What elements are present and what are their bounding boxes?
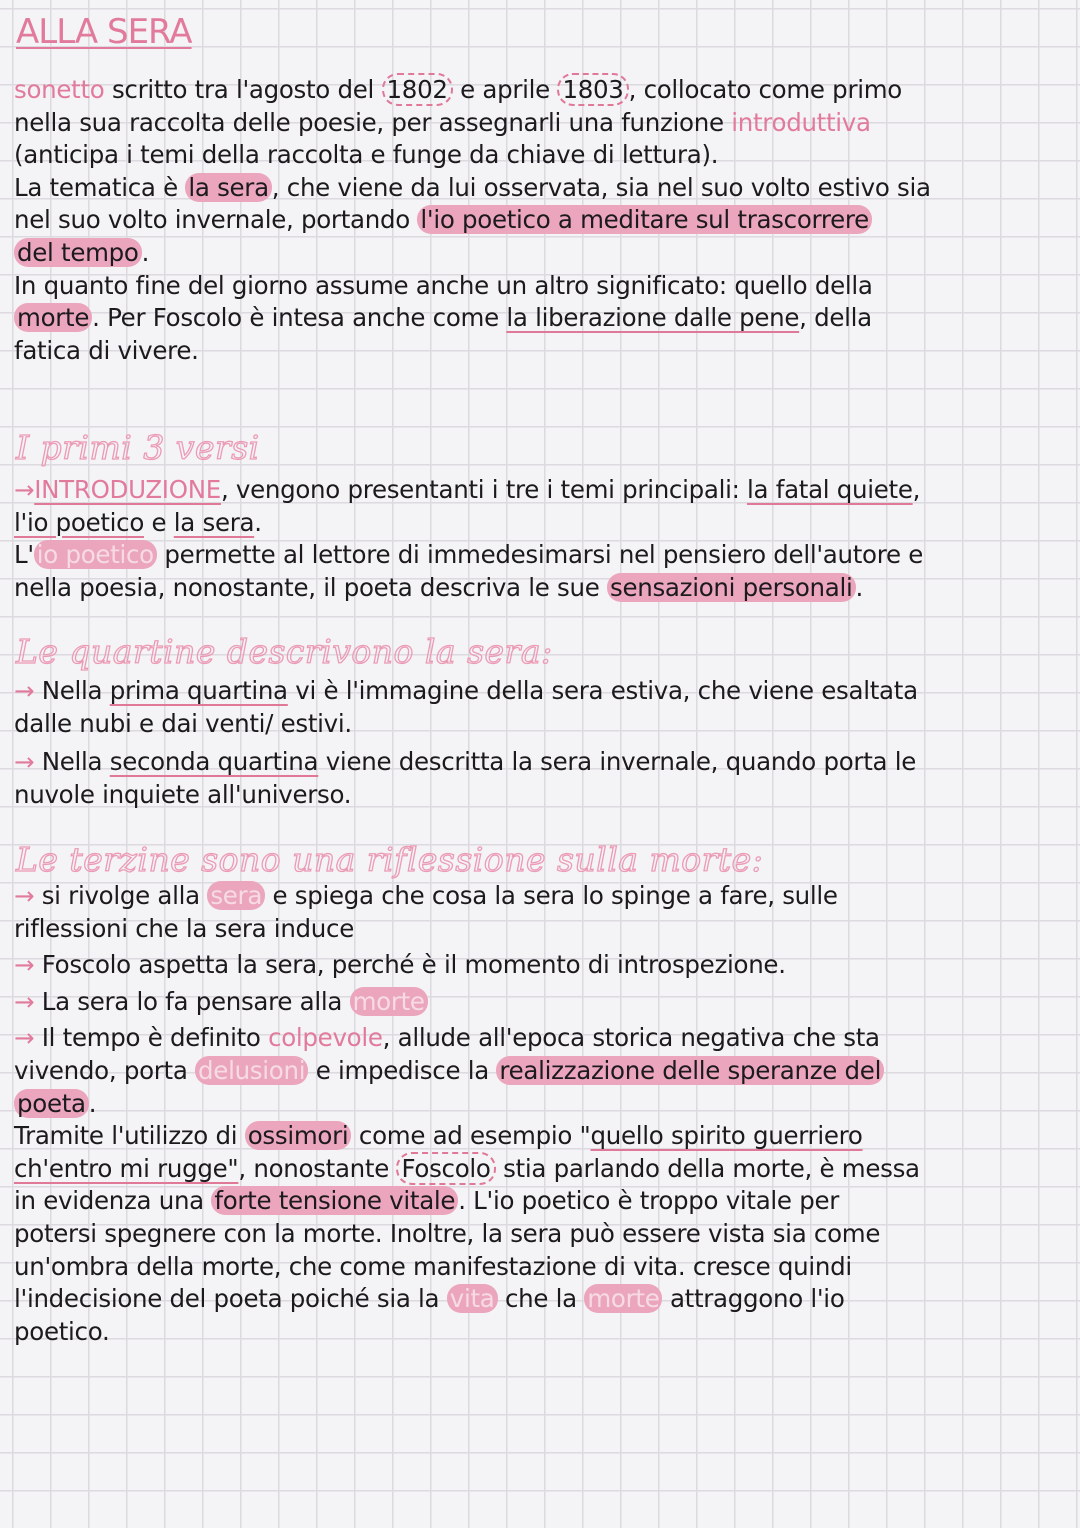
primi-versi-paragraph xyxy=(14,474,1054,604)
quartine-line-4: nuvole inquiete all'universo. xyxy=(14,779,352,809)
underline-rugge: ch'entro mi rugge" xyxy=(14,1153,239,1183)
text: La sera lo fa pensare alla xyxy=(34,986,350,1016)
intro-line-3: (anticipa i temi della raccolta e funge da chiave di lettura). xyxy=(14,140,719,170)
section-heading-quartine: Le quartine descrivono la sera: xyxy=(16,632,553,671)
arrow-icon: → xyxy=(14,986,35,1016)
text: come ad esempio " xyxy=(351,1121,591,1151)
keyword-introduttiva: introduttiva xyxy=(731,107,871,137)
quartine-line-1 xyxy=(14,675,1054,708)
text: , xyxy=(912,475,921,504)
keyword-introduzione: INTRODUZIONE xyxy=(34,475,221,504)
text: viene descritta la sera invernale, quando porta le xyxy=(318,747,916,777)
page-title: ALLA SERA xyxy=(16,12,192,52)
text: Il tempo è definito xyxy=(34,1023,269,1053)
primi-line-3 xyxy=(14,539,1054,572)
intro-line-5 xyxy=(14,204,1054,237)
terzine-line-8 xyxy=(14,1120,1054,1153)
intro-line-4 xyxy=(14,172,1054,205)
underline-la-sera: la sera xyxy=(173,507,255,537)
arrow-icon: → xyxy=(14,950,35,980)
section-heading-primi-versi: I primi 3 versi xyxy=(16,428,260,467)
highlight-morte-3: morte xyxy=(584,1284,662,1313)
primi-line-4 xyxy=(14,572,1054,605)
highlight-tensione-vitale: forte tensione vitale xyxy=(211,1186,458,1215)
arrow-icon: → xyxy=(14,747,35,777)
text: vivendo, porta xyxy=(14,1055,196,1085)
text: La tematica è xyxy=(14,172,186,202)
highlight-del-tempo: del tempo xyxy=(14,238,142,267)
intro-line-7: In quanto fine del giorno assume anche un altro significato: quello della xyxy=(14,270,873,300)
highlight-meditare: l'io poetico a meditare sul trascorrere xyxy=(417,205,871,234)
text: . xyxy=(855,572,864,602)
intro-line-1 xyxy=(14,74,1054,107)
intro-paragraph xyxy=(14,74,1054,367)
underline-fatal-quiete: la fatal quiete xyxy=(747,475,913,504)
text: e impedisce la xyxy=(308,1055,497,1085)
intro-line-2 xyxy=(14,107,1054,140)
circled-year-1802: 1802 xyxy=(382,73,453,106)
terzine-line-14: poetico. xyxy=(14,1316,110,1346)
underline-seconda-quartina: seconda quartina xyxy=(109,747,319,777)
terzine-line-3 xyxy=(14,949,1054,982)
keyword-colpevole: colpevole xyxy=(268,1023,383,1053)
terzine-line-1 xyxy=(14,880,1054,913)
text: , che viene da lui osservata, sia nel suo volto estivo sia xyxy=(271,172,931,202)
text: in evidenza una xyxy=(14,1186,212,1216)
terzine-paragraph xyxy=(14,880,1054,1348)
text: nella poesia, nonostante, il poeta descriva le sue xyxy=(14,572,607,602)
text: l'indecisione del poeta poiché sia la xyxy=(14,1284,447,1314)
underline-prima-quartina: prima quartina xyxy=(109,676,288,705)
text: nel suo volto invernale, portando xyxy=(14,205,418,235)
intro-line-8 xyxy=(14,302,1054,335)
arrow-icon: → xyxy=(14,475,35,504)
text: si rivolge alla xyxy=(34,881,208,910)
text: , allude all'epoca storica negativa che sta xyxy=(382,1023,880,1053)
text: L' xyxy=(14,540,34,570)
text: . xyxy=(254,507,262,537)
text: Nella xyxy=(34,676,110,705)
underline-spirito-guerriero: quello spirito guerriero xyxy=(590,1121,863,1151)
highlight-realizzazione: realizzazione delle speranze del xyxy=(496,1056,884,1085)
terzine-line-6 xyxy=(14,1055,1054,1088)
terzine-line-9 xyxy=(14,1153,1054,1186)
terzine-line-2: riflessioni che la sera induce xyxy=(14,913,354,943)
text: scritto tra l'agosto del xyxy=(104,75,382,104)
text: permette al lettore di immedesimarsi nel pensiero dell'autore e xyxy=(156,540,923,570)
text: . Per Foscolo è intesa anche come xyxy=(92,303,507,333)
intro-line-9: fatica di vivere. xyxy=(14,335,199,365)
quartine-line-3 xyxy=(14,746,1054,779)
text: , collocato come primo xyxy=(628,75,902,104)
keyword-sonetto: sonetto xyxy=(14,75,105,104)
text: , nonostante xyxy=(238,1153,397,1183)
text: attraggono l'io xyxy=(662,1284,845,1314)
terzine-line-10 xyxy=(14,1185,1054,1218)
primi-line-1 xyxy=(14,474,1054,507)
underline-liberazione: la liberazione dalle pene xyxy=(506,303,800,333)
intro-line-6 xyxy=(14,237,1054,270)
underline-io-poetico: l'io poetico xyxy=(14,507,145,537)
primi-line-2 xyxy=(14,507,1054,540)
highlight-morte: morte xyxy=(14,303,92,332)
terzine-line-4 xyxy=(14,986,1054,1019)
text: vi è l'immagine della sera estiva, che viene esaltata xyxy=(287,676,918,705)
terzine-line-5 xyxy=(14,1022,1054,1055)
text: e spiega che cosa la sera lo spinge a fare, sulle xyxy=(265,881,838,910)
text: Tramite l'utilizzo di xyxy=(14,1121,245,1151)
text: . xyxy=(141,237,150,267)
section-heading-terzine: Le terzine sono una riflessione sulla morte: xyxy=(16,840,764,879)
text: stia parlando della morte, è messa xyxy=(495,1153,920,1183)
text: Foscolo aspetta la sera, perché è il momento di introspezione. xyxy=(34,950,786,980)
arrow-icon: → xyxy=(14,676,35,705)
arrow-icon: → xyxy=(14,1023,35,1053)
terzine-line-13 xyxy=(14,1283,1054,1316)
highlight-ossimori: ossimori xyxy=(245,1121,352,1150)
text: nella sua raccolta delle poesie, per assegnarli una funzione xyxy=(14,107,732,137)
circled-year-1803: 1803 xyxy=(557,73,628,106)
highlight-sensazioni: sensazioni personali xyxy=(607,573,856,602)
highlight-sera: sera xyxy=(207,881,265,910)
text: che la xyxy=(497,1284,585,1314)
terzine-line-7 xyxy=(14,1088,1054,1121)
highlight-poeta: poeta xyxy=(14,1089,89,1118)
terzine-line-12: un'ombra della morte, che come manifestazione di vita. cresce quindi xyxy=(14,1251,852,1281)
text: . xyxy=(88,1088,97,1118)
terzine-line-11: potersi spegnere con la morte. Inoltre, la sera può essere vista sia come xyxy=(14,1218,881,1248)
highlight-delusioni: delusioni xyxy=(195,1056,308,1085)
highlight-io-poetico: io poetico xyxy=(34,540,157,569)
text: . L'io poetico è troppo vitale per xyxy=(458,1186,839,1216)
text: Nella xyxy=(34,747,110,777)
text: e aprile xyxy=(452,75,558,104)
text: e xyxy=(144,507,174,537)
highlight-vita: vita xyxy=(447,1284,498,1313)
highlight-morte-2: morte xyxy=(350,987,428,1016)
highlight-la-sera: la sera xyxy=(185,173,271,202)
text: , della xyxy=(799,303,872,333)
arrow-icon: → xyxy=(14,881,35,910)
quartine-paragraph xyxy=(14,675,1054,811)
text: , vengono presentanti i tre i temi principali: xyxy=(220,475,748,504)
circled-foscolo: Foscolo xyxy=(396,1152,495,1185)
quartine-line-2: dalle nubi e dai venti/ estivi. xyxy=(14,708,352,738)
